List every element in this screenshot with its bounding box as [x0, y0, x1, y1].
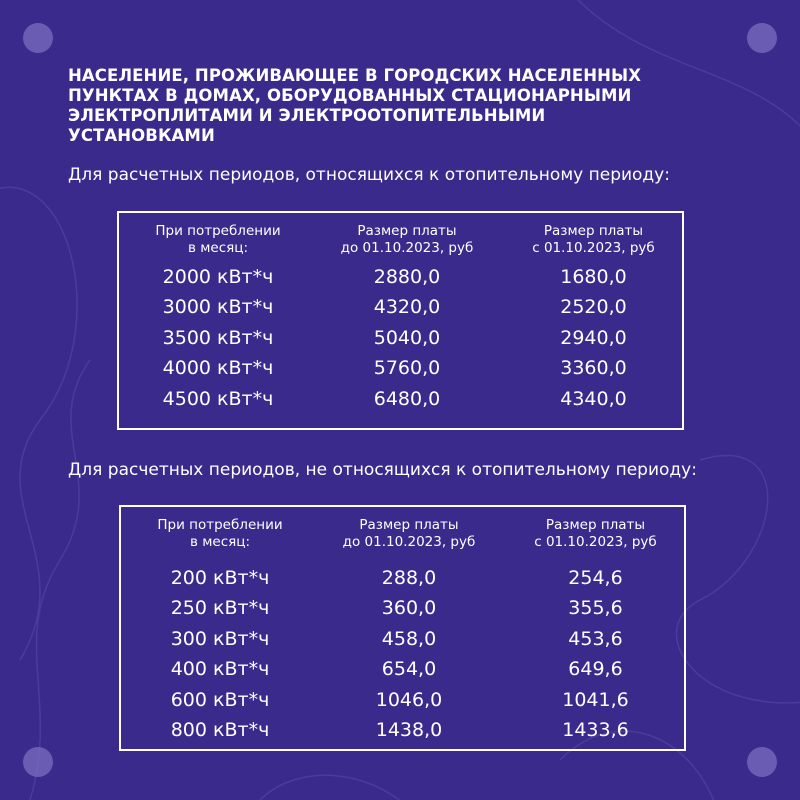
price-before-cell: 458,0: [381, 627, 437, 650]
table-row: [121, 654, 684, 684]
header-line: Размер платы: [359, 517, 459, 533]
page-heading: [68, 66, 728, 146]
header-price-before: [319, 517, 499, 551]
table-row: [119, 353, 682, 383]
table-row: [119, 384, 682, 414]
price-after-cell: 254,6: [568, 567, 623, 589]
non-heating-period-table: [119, 505, 686, 751]
header-line: до 01.10.2023, руб: [342, 534, 476, 550]
price-before-cell: 5040,0: [373, 326, 441, 349]
consumption-cell: 200 кВт*ч: [170, 567, 270, 589]
header-line: Размер платы: [543, 223, 644, 239]
consumption-cell: 3000 кВт*ч: [162, 296, 274, 319]
table-row: [121, 715, 684, 745]
consumption-cell: 400 кВт*ч: [170, 658, 270, 681]
consumption-cell: 600 кВт*ч: [170, 688, 270, 711]
consumption-cell: 3500 кВт*ч: [162, 326, 274, 349]
header-price-after: [501, 223, 686, 257]
table-row: [121, 563, 684, 593]
consumption-cell: 4000 кВт*ч: [162, 357, 274, 380]
price-before-cell: 2880,0: [373, 266, 441, 288]
table-row: [119, 262, 682, 292]
price-after-cell: 1680,0: [560, 266, 627, 288]
consumption-cell: 2000 кВт*ч: [162, 266, 274, 288]
consumption-cell: 300 кВт*ч: [170, 627, 270, 650]
heading-line: НАСЕЛЕНИЕ, ПРОЖИВАЮЩЕЕ В ГОРОДСКИХ НАСЕЛЕННЫХ: [68, 66, 642, 85]
header-line: с 01.10.2023, руб: [534, 534, 657, 550]
price-before-cell: 360,0: [381, 597, 437, 620]
header-line: в месяц:: [187, 240, 249, 256]
heating-period-subtitle: Для расчетных периодов, относящихся к отопительному периоду:: [68, 165, 670, 185]
price-after-cell: 4340,0: [560, 387, 627, 410]
table-row: [121, 685, 684, 715]
price-before-cell: 1438,0: [375, 719, 443, 741]
table-row: [119, 323, 682, 353]
header-line: до 01.10.2023, руб: [340, 240, 474, 256]
header-line: Размер платы: [357, 223, 457, 239]
header-line: При потреблении: [157, 517, 283, 533]
header-consumption: [121, 517, 319, 551]
price-after-cell: 355,6: [568, 597, 623, 620]
heading-line: ЭЛЕКТРОПЛИТАМИ И ЭЛЕКТРООТОПИТЕЛЬНЫМИ: [68, 106, 546, 125]
heading-line: ПУНКТАХ В ДОМАХ, ОБОРУДОВАННЫХ СТАЦИОНАРНЫМИ: [68, 86, 632, 105]
heating-period-table: [117, 211, 684, 430]
header-line: Размер платы: [545, 517, 646, 533]
header-price-before: [317, 223, 497, 257]
price-before-cell: 288,0: [381, 567, 437, 589]
price-after-cell: 649,6: [568, 658, 623, 681]
header-line: с 01.10.2023, руб: [532, 240, 655, 256]
price-after-cell: 2520,0: [560, 296, 627, 319]
price-before-cell: 654,0: [381, 658, 437, 681]
price-before-cell: 1046,0: [375, 688, 443, 711]
header-line: в месяц:: [189, 534, 251, 550]
header-price-after: [503, 517, 688, 551]
price-before-cell: 6480,0: [373, 387, 441, 410]
price-after-cell: 1041,6: [562, 688, 629, 711]
table-row: [121, 624, 684, 654]
table-row: [121, 593, 684, 623]
heading-line: УСТАНОВКАМИ: [68, 126, 215, 145]
price-after-cell: 2940,0: [560, 326, 627, 349]
price-before-cell: 5760,0: [373, 357, 441, 380]
table-row: [119, 292, 682, 322]
price-before-cell: 4320,0: [373, 296, 441, 319]
price-after-cell: 3360,0: [560, 357, 627, 380]
price-after-cell: 1433,6: [562, 719, 629, 741]
consumption-cell: 4500 кВт*ч: [162, 387, 274, 410]
consumption-cell: 250 кВт*ч: [170, 597, 270, 620]
consumption-cell: 800 кВт*ч: [170, 719, 270, 741]
price-after-cell: 453,6: [568, 627, 623, 650]
header-line: При потреблении: [155, 223, 281, 239]
non-heating-period-subtitle: Для расчетных периодов, не относящихся к отопительному периоду:: [68, 460, 697, 480]
header-consumption: [119, 223, 317, 257]
